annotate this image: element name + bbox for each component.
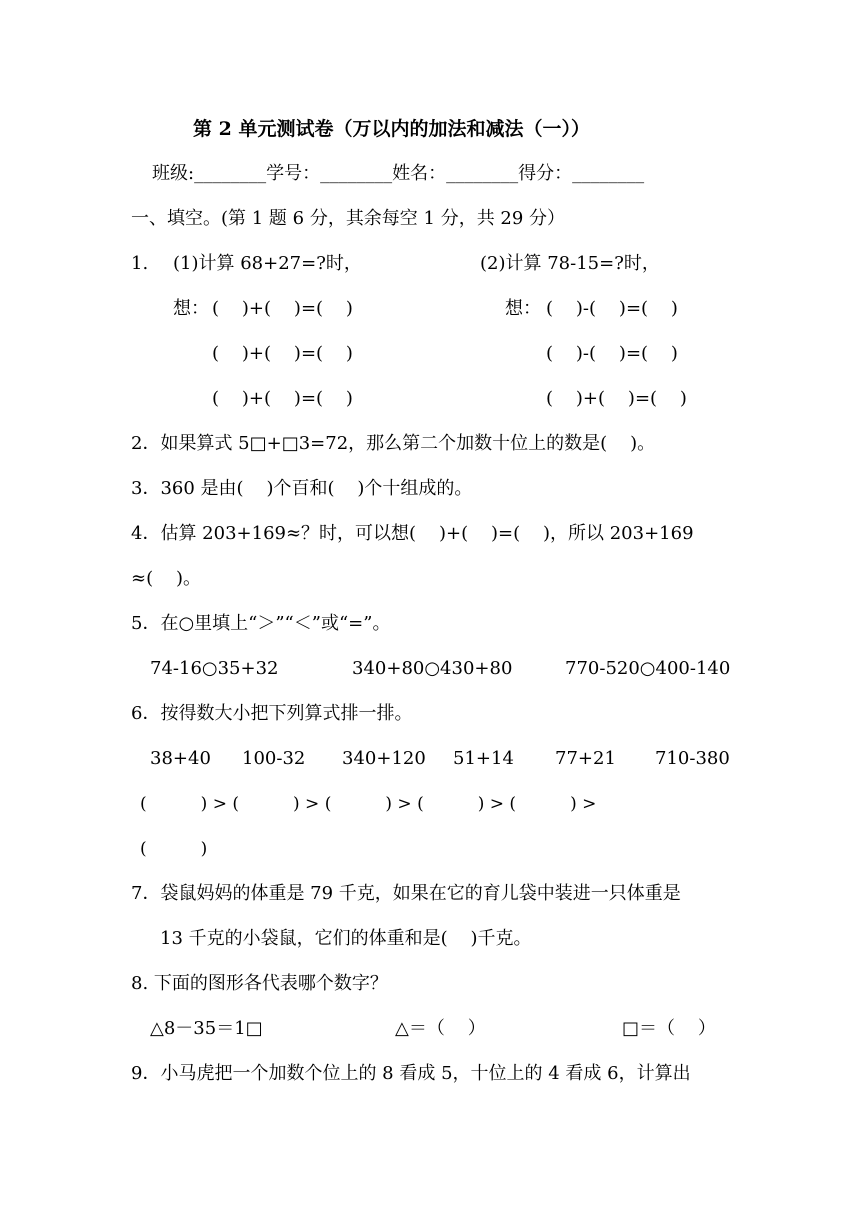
expression-item: 100-32: [242, 748, 306, 769]
q1b-think-label: 想：: [505, 298, 541, 319]
shape-equation: △8－35＝1□: [150, 1018, 263, 1039]
question-6: 6．按得数大小把下列算式排一排。: [131, 703, 413, 724]
triangle-answer: △＝（ ）: [395, 1018, 486, 1039]
expression-item: 51+14: [453, 748, 514, 769]
section-heading: 一、填空。(第 1 题 6 分，其余每空 1 分，共 29 分）: [131, 208, 566, 229]
compare-item: 74-16○35+32: [150, 658, 279, 679]
question-5: 5．在○里填上“＞”“＜”或“=”。: [131, 613, 391, 634]
compare-item: 770-520○400-140: [565, 658, 731, 679]
q1a-heading: (1)计算 68+27=?时，: [173, 253, 362, 274]
q1-number: 1.: [131, 253, 149, 274]
question-2: 2．如果算式 5□+□3=72，那么第二个加数十位上的数是( )。: [131, 433, 656, 454]
ordering-blanks-line2: ( ): [140, 839, 208, 859]
question-4-line1: 4．估算 203+169≈？时，可以想( )+( )=( )，所以 203+169: [131, 523, 694, 544]
expression-item: 77+21: [555, 748, 616, 769]
question-9: 9．小马虎把一个加数个位上的 8 看成 5，十位上的 4 看成 6，计算出: [131, 1063, 691, 1084]
expression-item: 340+120: [342, 748, 426, 769]
page-title: 第 2 单元测试卷（万以内的加法和减法（一））: [193, 118, 590, 140]
question-7-line1: 7．袋鼠妈妈的体重是 79 千克，如果在它的育儿袋中装进一只体重是: [131, 883, 681, 904]
question-4-line2: ≈( )。: [131, 568, 202, 589]
compare-item: 340+80○430+80: [352, 658, 513, 679]
q1a-row: ( )+( )=( ): [212, 298, 353, 319]
q1b-row: ( )+( )=( ): [546, 388, 687, 409]
expression-item: 38+40: [150, 748, 211, 769]
question-3: 3．360 是由( )个百和( )个十组成的。: [131, 478, 473, 499]
question-8: 8. 下面的图形各代表哪个数字？: [131, 973, 388, 994]
ordering-blanks-line1: ( ) > ( ) > ( ) > ( ) > ( ) >: [140, 794, 597, 814]
q1b-heading: (2)计算 78-15=?时，: [480, 253, 660, 274]
expression-item: 710-380: [655, 748, 730, 769]
question-7-line2: 13 千克的小袋鼠，它们的体重和是( )千克。: [160, 928, 532, 949]
q1a-row: ( )+( )=( ): [212, 388, 353, 409]
student-info-line: 班级:________学号：________姓名：________得分：________: [152, 163, 645, 184]
q1a-think-label: 想：: [173, 298, 209, 319]
q1a-row: ( )+( )=( ): [212, 343, 353, 364]
q1b-row: ( )-( )=( ): [546, 343, 678, 364]
q1b-row: ( )-( )=( ): [546, 298, 678, 319]
square-answer: □＝（ ）: [622, 1018, 716, 1039]
